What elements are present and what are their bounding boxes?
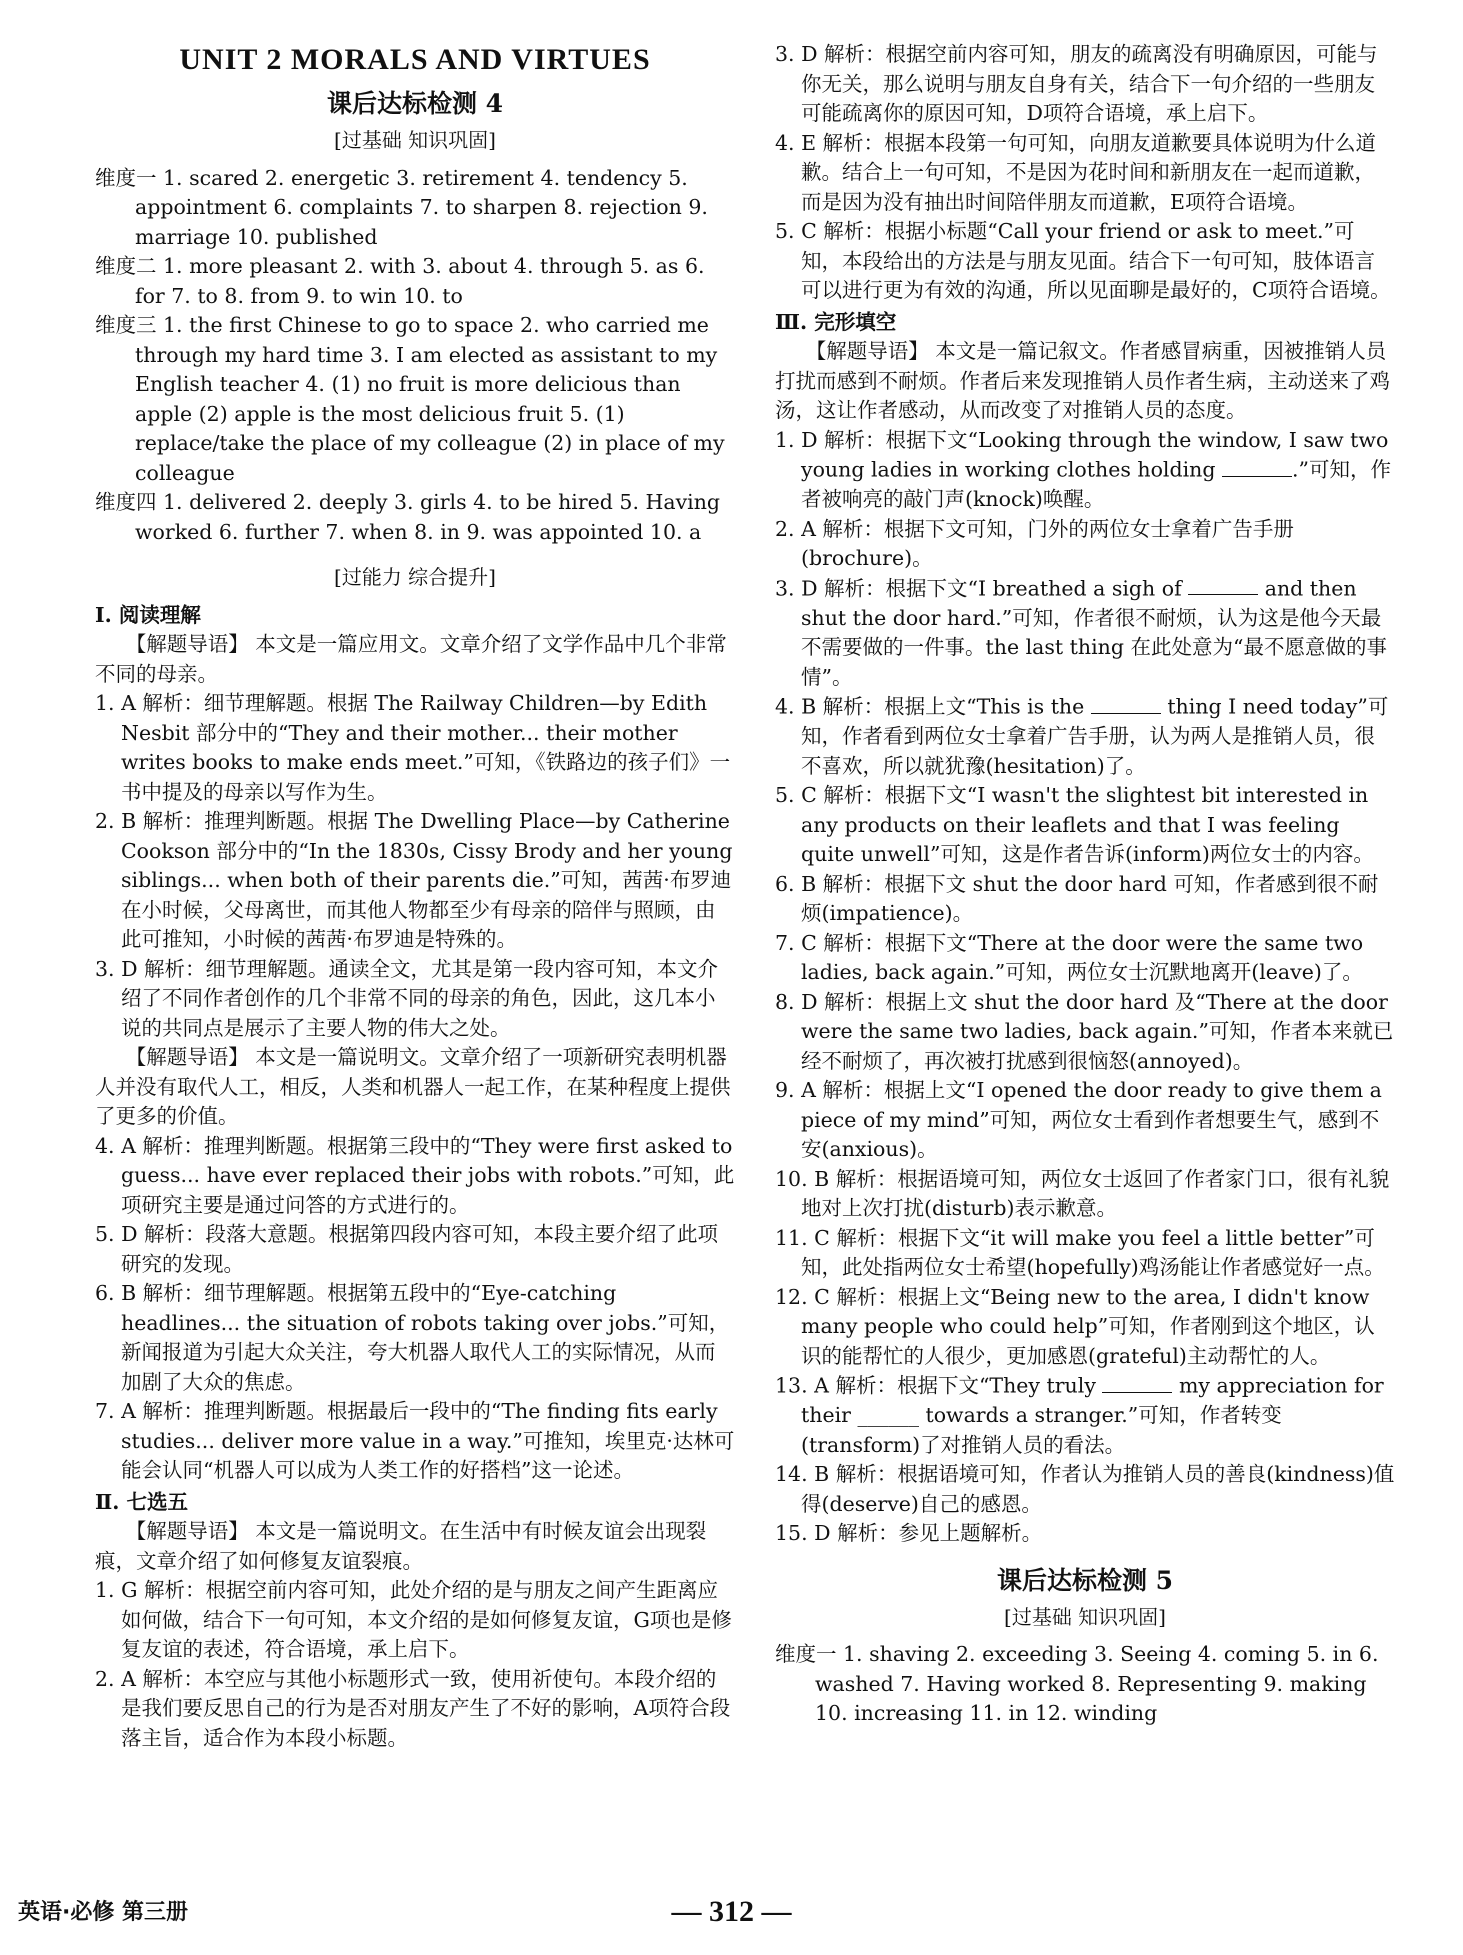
answer-item: 7. A 解析：推理判断题。根据最后一段中的“The finding fits early studies... deliver more value in a way.”可推知，埃里克·达林可能会认同“机器人可以成为人类工作的好搭档”这一论述。 — [95, 1399, 735, 1482]
cloze-item — [775, 1224, 1395, 1283]
cloze-item — [775, 1519, 1395, 1549]
basic-answer: 维度二 1. more pleasant 2. with 3. about 4. through 5. as 6. for 7. to 8. from 9. to win 10. to — [95, 254, 705, 308]
test5-answers: 维度一 1. shaving 2. exceeding 3. Seeing 4. coming 5. in 6. washed 7. Having worked 8. Representing 9. making 10. increasing 11. in 12. winding — [775, 1642, 1379, 1725]
cloze-item — [775, 515, 1395, 574]
cloze-answer-list — [775, 426, 1395, 1549]
guide-text: 【解题导语】 本文是一篇说明文。在生活中有时候友谊会出现裂痕，文章介绍了如何修复友谊裂痕。 — [95, 1519, 707, 1573]
cloze-text: 1. D 解析：根据下文“Looking through the window, I saw two young ladies in working clothes holding — [775, 427, 1389, 482]
answer-blank — [1188, 574, 1258, 596]
basic-header: [过基础 知识巩固] — [334, 128, 496, 152]
answer-item: 1. A 解析：细节理解题。根据 The Railway Children—by Edith Nesbit 部分中的“They and their mother... their mother writes books to make ends meet.”可知，《铁路边的孩子们》一书中提及的母亲以写作为生。 — [95, 691, 731, 804]
answer-blank — [1091, 692, 1161, 714]
cloze-text: 13. A 解析：根据下文“They truly — [775, 1373, 1103, 1398]
cloze-text: 2. A 解析：根据下文可知，门外的两位女士拿着广告手册(brochure)。 — [775, 516, 1294, 570]
cloze-item — [775, 1076, 1395, 1165]
answer-blank — [1222, 455, 1292, 477]
section-heading: Ⅰ. 阅读理解 — [95, 602, 201, 627]
cloze-item — [775, 988, 1395, 1077]
answer-item: 4. E 解析：根据本段第一句可知，向朋友道歉要具体说明为什么道歉。结合上一句可知，不是因为花时间和新朋友在一起而道歉，而是因为没有抽出时间陪伴朋友而道歉，E项符合语境。 — [775, 130, 1377, 214]
cloze-text: 8. D 解析：根据上文 shut the door hard 及“There at the door were the same two ladies, back again.”可知，作者本来就已经不耐烦了，再次被打扰感到很恼怒(annoyed)。 — [775, 989, 1394, 1073]
cloze-item — [775, 781, 1395, 870]
answer-item: 5. C 解析：根据小标题“Call your friend or ask to meet.”可知，本段给出的方法是与朋友见面。结合下一句可知，肢体语言可以进行更为有效的沟通，所以见面聊是最好的，C项符合语境。 — [775, 219, 1391, 302]
answer-item: 3. D 解析：根据空前内容可知，朋友的疏离没有明确原因，可能与你无关，那么说明与朋友自身有关，结合下一句介绍的一些朋友可能疏离你的原因可知，D项符合语境，承上启下。 — [775, 42, 1378, 125]
answer-item: 3. D 解析：细节理解题。通读全文，尤其是第一段内容可知，本文介绍了不同作者创作的几个非常不同的母亲的角色，因此，这几本小说的共同点是展示了主要人物的伟大之处。 — [95, 956, 719, 1040]
test5-title: 课后达标检测 5 — [996, 1565, 1174, 1595]
cloze-text: and then shut the door hard.”可知，作者很不耐烦，认为这是他今天最不需要做的一件事。the last thing 在此处意为“最不愿意做的事情”。 — [801, 576, 1387, 689]
cloze-text: 3. D 解析：根据下文“I breathed a sigh of — [775, 576, 1189, 600]
answer-item: 4. A 解析：推理判断题。根据第三段中的“They were first asked to guess... have ever replaced their jobs with robots.”可知，此项研究主要是通过问答的方式进行的。 — [95, 1133, 735, 1217]
answer-item: 2. A 解析：本空应与其他小标题形式一致，使用祈使句。本段介绍的是我们要反思自己的行为是否对朋友产生了不好的影响，A项符合段落主旨，适合作为本段小标题。 — [95, 1666, 731, 1750]
cloze-text: 4. B 解析：根据上文“This is the — [775, 694, 1091, 719]
test5-header: [过基础 知识巩固] — [1004, 1604, 1166, 1629]
cloze-item — [775, 692, 1395, 781]
cloze-text: 7. C 解析：根据下文“There at the door were the same two ladies, back again.”可知，两位女士沉默地离开(leave)了。 — [775, 930, 1364, 984]
basic-answer: 维度四 1. delivered 2. deeply 3. girls 4. to be hired 5. Having worked 6. further 7. when 8. in 9. was appointed 10. a — [95, 490, 721, 544]
cloze-item — [775, 574, 1395, 693]
cloze-item — [775, 870, 1395, 929]
unit-title: UNIT 2 MORALS AND VIRTUES — [179, 43, 651, 76]
section-heading: Ⅲ. 完形填空 — [775, 309, 897, 334]
cloze-item — [775, 1460, 1395, 1519]
cloze-text: 14. B 解析：根据语境可知，作者认为推销人员的善良(kindness)值得(deserve)自己的感恩。 — [775, 1462, 1395, 1516]
cloze-text: .”可知，作者被响亮的敲门声(knock)唤醒。 — [801, 457, 1391, 511]
cloze-item — [775, 1283, 1395, 1372]
cloze-item — [775, 426, 1395, 515]
guide-text: 【解题导语】 本文是一篇应用文。文章介绍了文学作品中几个非常不同的母亲。 — [95, 632, 727, 686]
guide-text: 【解题导语】 本文是一篇记叙文。作者感冒病重，因被推销人员打扰而感到不耐烦。作者后来发现推销人员作者生病，主动送来了鸡汤，这让作者感动，从而改变了对推销人员的态度。 — [775, 339, 1390, 422]
basic-answer: 维度三 1. the first Chinese to go to space 2. who carried me through my hard time 3. I am elected as assistant to my English teacher 4. (1) no fruit is more delicious than apple (2) apple is the most delicious fruit 5. (1) replace/take the place of my colleague (2) in place of my colleague — [95, 313, 725, 485]
answer-item: 6. B 解析：细节理解题。根据第五段中的“Eye-catching headlines... the situation of robots taking over jobs.”可知，新闻报道为引起大众关注，夸大机器人取代人工的实际情况，从而加剧了大众的焦虑。 — [95, 1281, 730, 1394]
book-name: 英语·必修 第三册 — [18, 1900, 189, 1925]
answer-blank — [1102, 1371, 1172, 1393]
cloze-item — [775, 929, 1395, 988]
left-column — [95, 40, 735, 1753]
answer-item: 2. B 解析：推理判断题。根据 The Dwelling Place—by Catherine Cookson 部分中的“In the 1830s, Cissy Brody and her young siblings... when both of their parents die.”可知，茜茜·布罗迪在小时候，父母离世，而其他人物都至少有母亲的陪伴与照顾，由此可推知，小时候的茜茜·布罗迪是特殊的。 — [95, 809, 733, 951]
cloze-text: 9. A 解析：根据上文“I opened the door ready to give them a piece of my mind”可知，两位女士看到作者想要生气，感到不安(anxious)。 — [775, 1078, 1382, 1161]
cloze-text: 15. D 解析：参见上题解析。 — [775, 1521, 1043, 1545]
cloze-item — [775, 1371, 1395, 1460]
cloze-text: 6. B 解析：根据下文 shut the door hard 可知，作者感到很不耐烦(impatience)。 — [775, 871, 1379, 925]
ability-header: [过能力 综合提升] — [334, 565, 496, 589]
section-heading: Ⅱ. 七选五 — [95, 1489, 189, 1514]
cloze-text: 5. C 解析：根据下文“I wasn't the slightest bit interested in any products on their leaflets and that I was feeling quite unwell”可知，这是作者告诉(inform)两位女士的内容。 — [775, 783, 1374, 866]
right-column — [775, 40, 1395, 1729]
guide-text: 【解题导语】 本文是一篇说明文。文章介绍了一项新研究表明机器人并没有取代人工，相反，人类和机器人一起工作，在某种程度上提供了更多的价值。 — [95, 1045, 731, 1128]
cloze-text: 10. B 解析：根据语境可知，两位女士返回了作者家门口，很有礼貌地对上次打扰(disturb)表示歉意。 — [775, 1166, 1390, 1220]
page-number: — 312 — — [671, 1895, 792, 1928]
cloze-text: my appreciation for their ______ towards a stranger.”可知，作者转变(transform)了对推销人员的看法。 — [801, 1373, 1384, 1457]
answer-item: 5. D 解析：段落大意题。根据第四段内容可知，本段主要介绍了此项研究的发现。 — [95, 1222, 719, 1276]
basic-answer: 维度一 1. scared 2. energetic 3. retirement 4. tendency 5. appointment 6. complaints 7. to sharpen 8. rejection 9. marriage 10. published — [95, 165, 708, 249]
cloze-item — [775, 1165, 1395, 1224]
test-title: 课后达标检测 4 — [326, 89, 504, 118]
cloze-text: thing I need today”可知，作者看到两位女士拿着广告手册，认为两人是推销人员，很不喜欢，所以就犹豫(hesitation)了。 — [801, 694, 1389, 778]
cloze-text: 12. C 解析：根据上文“Being new to the area, I didn't know many people who could help”可知，作者刚到这个地区，认识的能帮忙的人很少，更加感恩(grateful)主动帮忙的人。 — [775, 1284, 1375, 1368]
answer-item: 1. G 解析：根据空前内容可知，此处介绍的是与朋友之间产生距离应如何做，结合下一句可知，本文介绍的是如何修复友谊，G项也是修复友谊的表述，符合语境，承上启下。 — [95, 1578, 732, 1661]
cloze-text: 11. C 解析：根据下文“it will make you feel a little better”可知，此处指两位女士希望(hopefully)鸡汤能让作者感觉好一点。 — [775, 1225, 1385, 1279]
